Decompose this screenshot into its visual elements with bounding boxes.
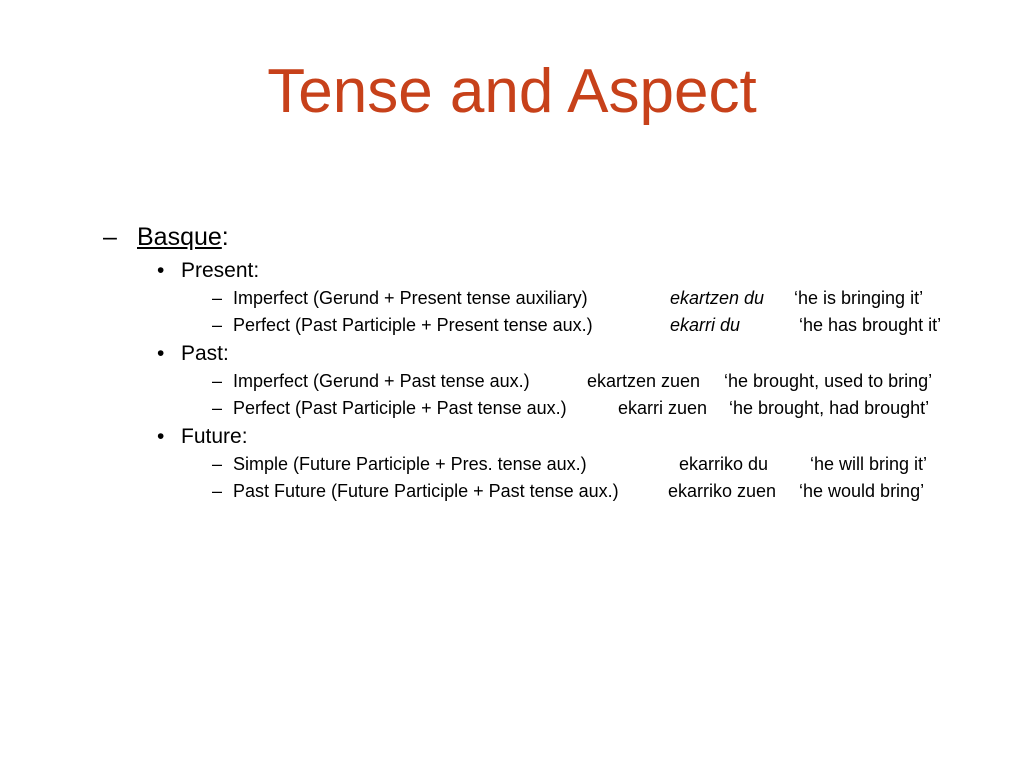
construction-desc: Simple (Future Participle + Pres. tense aux.): [233, 454, 587, 474]
bullet-marker: •: [157, 425, 165, 448]
english-gloss: ‘he brought, had brought’: [729, 398, 930, 418]
basque-label: Basque: [137, 223, 222, 251]
construction-desc: Past Future (Future Participle + Past tense aux.): [233, 481, 619, 501]
basque-form: ekartzen du: [670, 288, 765, 308]
bullet-marker: •: [157, 342, 165, 365]
slide-title: Tense and Aspect: [267, 57, 757, 126]
construction-desc: Imperfect (Gerund + Past tense aux.): [233, 371, 530, 391]
basque-form: ekarri du: [670, 315, 741, 335]
dash-marker: –: [212, 288, 223, 308]
colon: :: [221, 223, 229, 251]
group-label: Past:: [181, 342, 229, 365]
english-gloss: ‘he is bringing it’: [794, 288, 924, 308]
english-gloss: ‘he will bring it’: [810, 454, 928, 474]
group-present: [157, 257, 259, 285]
english-gloss: ‘he has brought it’: [799, 315, 942, 335]
english-gloss: ‘he would bring’: [799, 481, 925, 501]
construction-desc: Perfect (Past Participle + Present tense aux.): [233, 315, 593, 335]
basque-form: ekartzen zuen: [587, 371, 701, 391]
basque-form: ekarri zuen: [618, 398, 708, 418]
dash-marker: –: [212, 371, 223, 391]
bullet-marker: •: [157, 259, 165, 282]
construction-desc: Perfect (Past Participle + Past tense aux.): [233, 398, 567, 418]
group-past: [157, 340, 229, 368]
dash-marker: –: [212, 398, 223, 418]
dash-marker: –: [103, 223, 117, 251]
basque-form: ekarriko zuen: [668, 481, 777, 501]
dash-marker: –: [212, 315, 223, 335]
dash-marker: –: [212, 481, 223, 501]
group-label: Present:: [181, 259, 260, 282]
english-gloss: ‘he brought, used to bring’: [724, 371, 933, 391]
basque-form: ekarriko du: [679, 454, 769, 474]
dash-marker: –: [212, 454, 223, 474]
construction-desc: Imperfect (Gerund + Present tense auxiliary): [233, 288, 588, 308]
basque-heading: [103, 220, 229, 254]
group-label: Future:: [181, 425, 248, 448]
group-future: [157, 423, 248, 451]
